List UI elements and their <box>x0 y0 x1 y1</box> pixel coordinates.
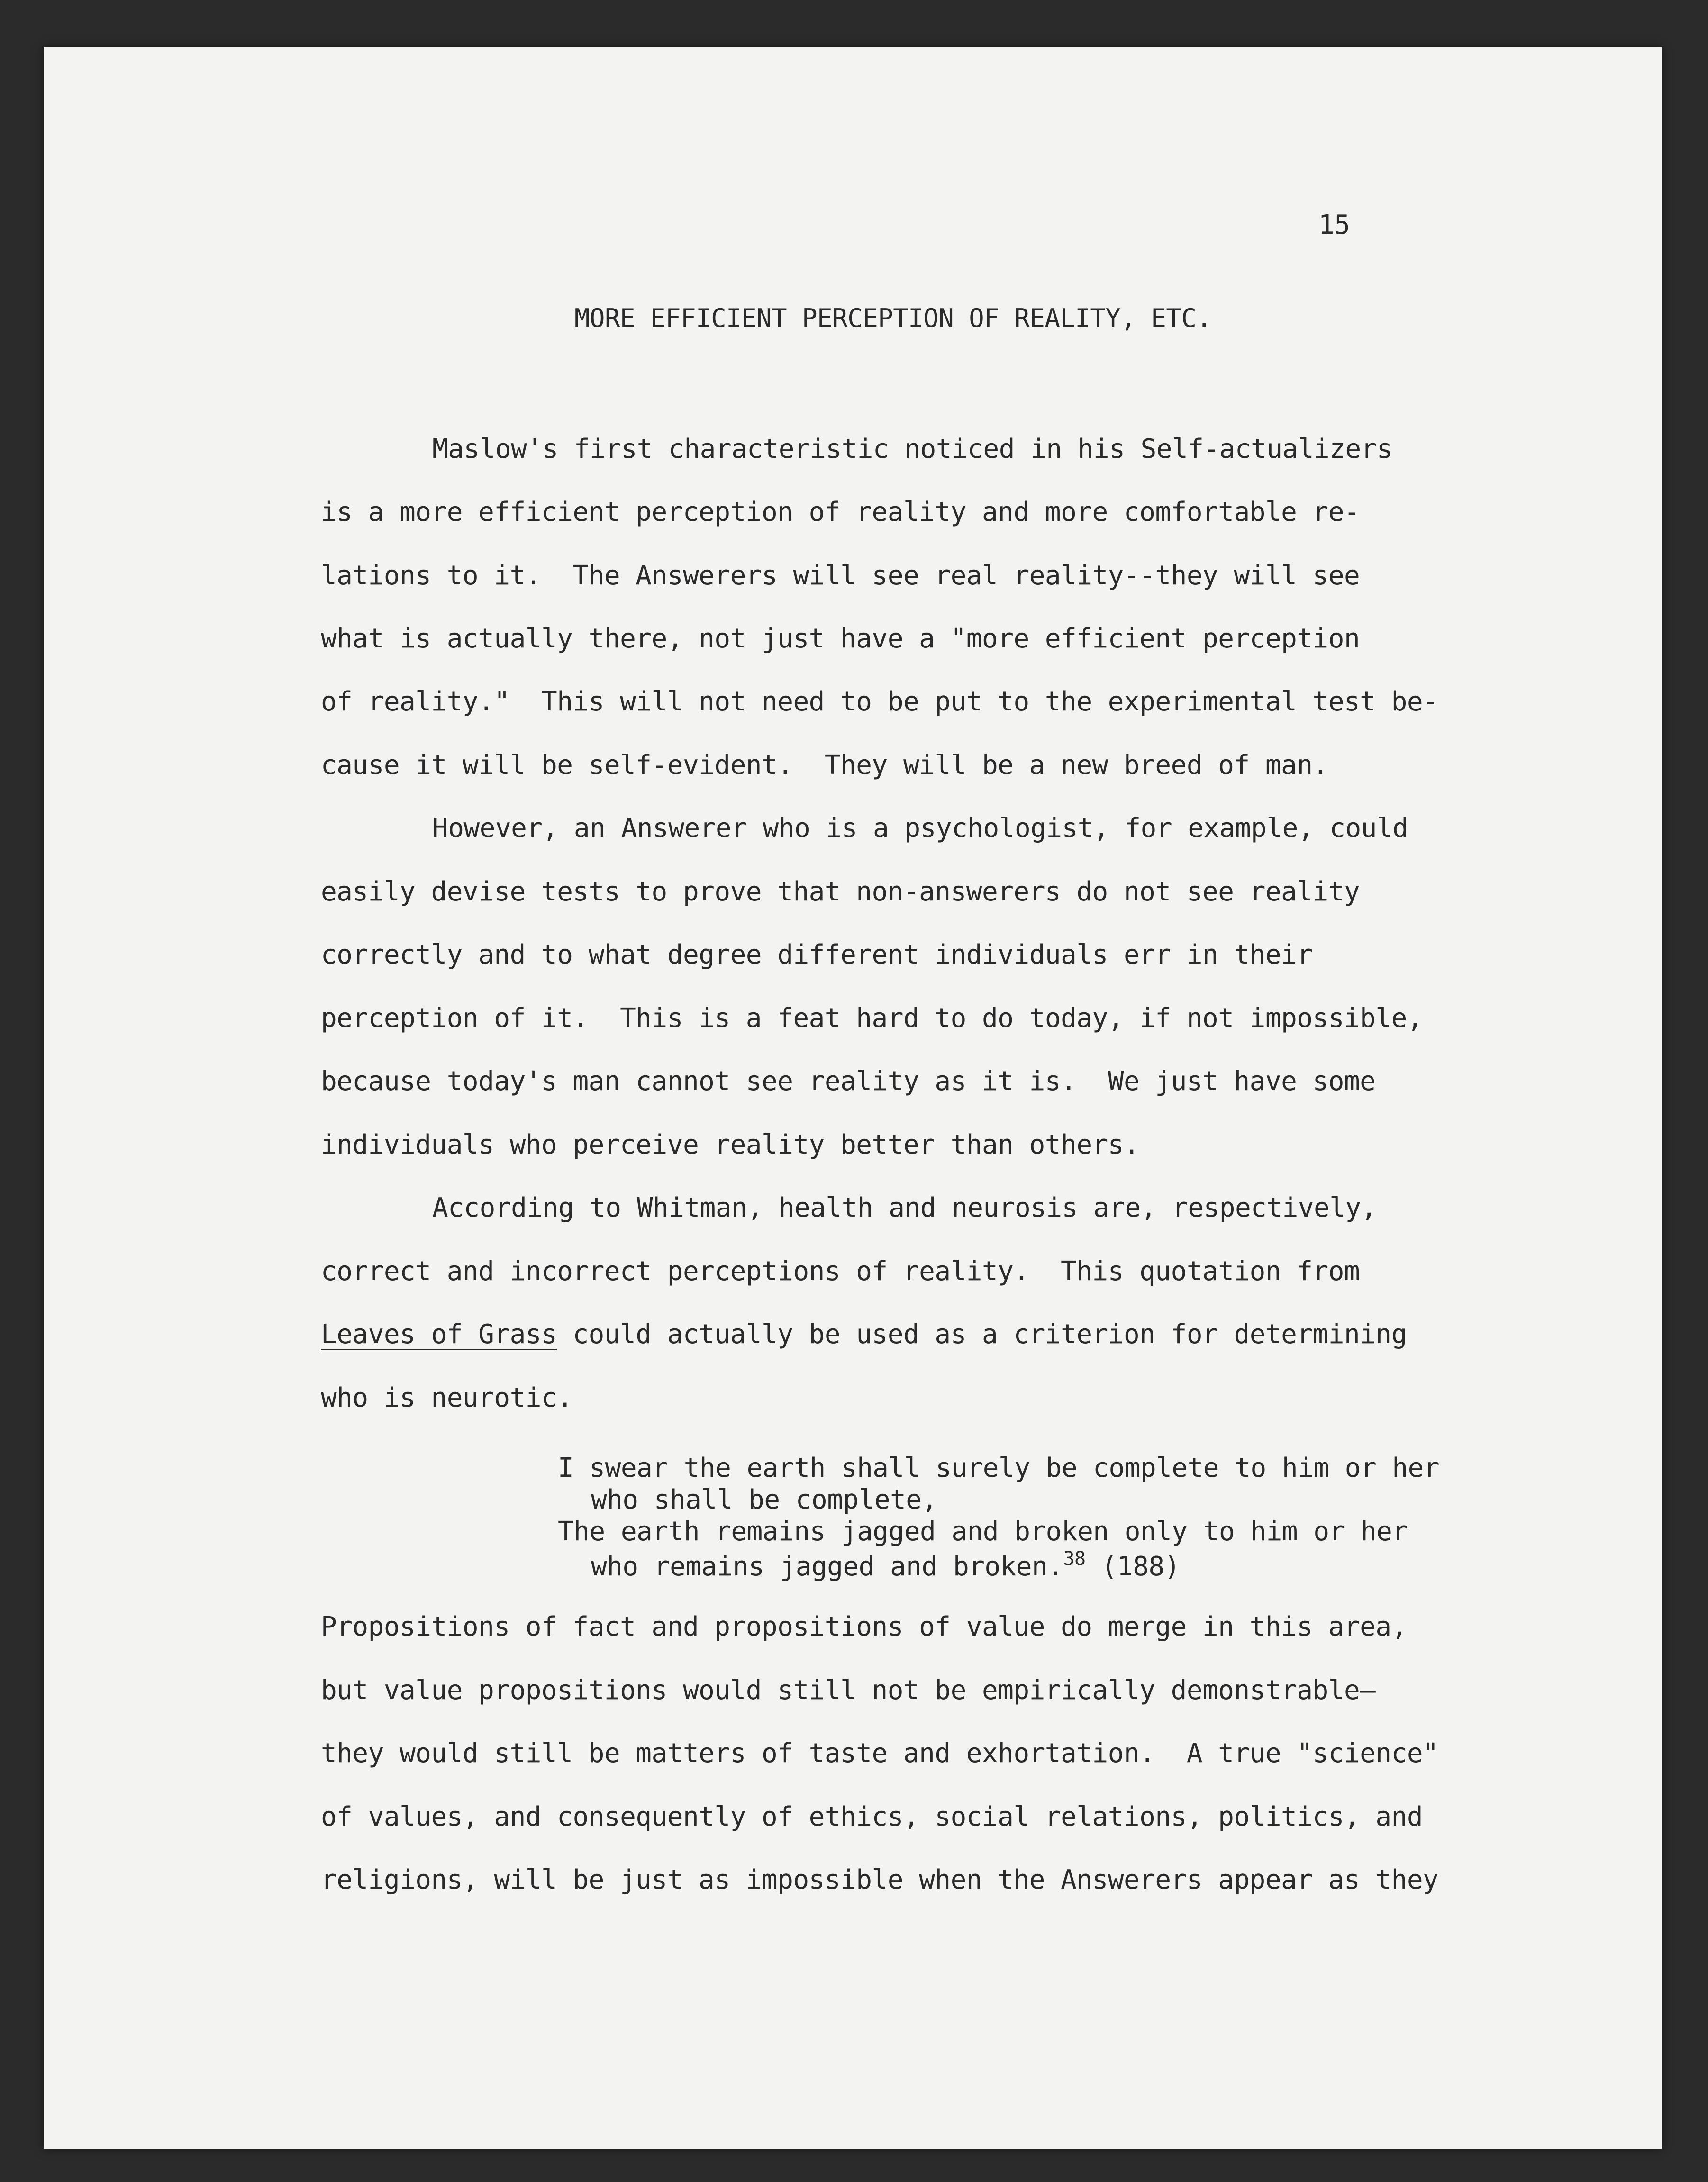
text-line: who is neurotic. <box>321 1382 573 1413</box>
text-line <box>321 1319 1407 1350</box>
quotation-line: who shall be complete, <box>591 1484 937 1515</box>
section-title: MORE EFFICIENT PERCEPTION OF REALITY, ETC. <box>574 303 1212 333</box>
text-line: of reality." This will not need to be put to the experimental test be- <box>321 686 1439 717</box>
text-line: However, an Answerer who is a psychologist, for example, could <box>432 813 1408 844</box>
text-line: individuals who perceive reality better than others. <box>321 1129 1140 1160</box>
quotation-line <box>591 1548 1180 1582</box>
text-line: what is actually there, not just have a "more efficient perception <box>321 623 1360 654</box>
text-line: correctly and to what degree different individuals err in their <box>321 939 1313 970</box>
text-line: correct and incorrect perceptions of reality. This quotation from <box>321 1256 1360 1287</box>
text-fragment: who remains jagged and broken. <box>591 1551 1063 1582</box>
text-line: is a more efficient perception of reality and more comfortable re- <box>321 497 1360 527</box>
text-line: religions, will be just as impossible when the Answerers appear as they <box>321 1864 1439 1895</box>
text-line: According to Whitman, health and neurosis are, respectively, <box>432 1192 1377 1223</box>
text-line: but value propositions would still not be empirically demonstrable— <box>321 1675 1376 1706</box>
page-number: 15 <box>1318 209 1350 240</box>
text-line: they would still be matters of taste and exhortation. A true "science" <box>321 1738 1439 1769</box>
text-line: Propositions of fact and propositions of value do merge in this area, <box>321 1611 1407 1642</box>
book-title: Leaves of Grass <box>321 1319 557 1350</box>
typewritten-page <box>44 47 1662 2149</box>
page-reference: (188) <box>1085 1551 1180 1582</box>
footnote-reference: 38 <box>1063 1548 1086 1570</box>
text-line: cause it will be self-evident. They will be a new breed of man. <box>321 750 1328 781</box>
text-line: because today's man cannot see reality as it is. We just have some <box>321 1066 1376 1097</box>
text-line: of values, and consequently of ethics, social relations, politics, and <box>321 1801 1423 1832</box>
quotation-line: The earth remains jagged and broken only to him or her <box>558 1516 1408 1547</box>
text-line: easily devise tests to prove that non-answerers do not see reality <box>321 876 1360 907</box>
text-line: Maslow's first characteristic noticed in his Self-actualizers <box>432 434 1393 464</box>
quotation-line: I swear the earth shall surely be complete to him or her <box>558 1453 1440 1483</box>
text-line: perception of it. This is a feat hard to do today, if not impossible, <box>321 1003 1423 1034</box>
text-line: lations to it. The Answerers will see real reality--they will see <box>321 560 1360 591</box>
text-fragment: could actually be used as a criterion for determining <box>557 1319 1407 1350</box>
